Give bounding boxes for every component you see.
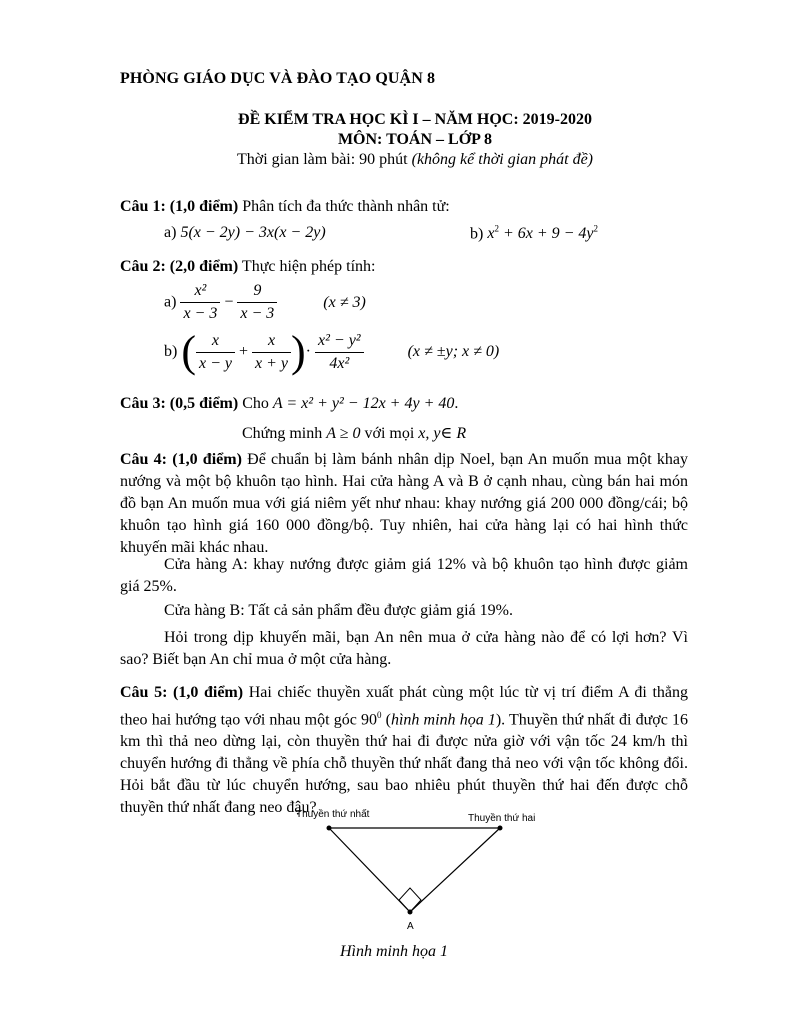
department-heading: PHÒNG GIÁO DỤC VÀ ĐÀO TẠO QUẬN 8 [120, 70, 436, 87]
question-5-text-1: Hai chiếc thuyền xuất phát cùng một lúc từ vị trí điểm A đi thẳng theo hai hướng tạo với nhau một góc 90 [120, 684, 688, 729]
time-text: Thời gian làm bài: 90 phút [236, 151, 412, 168]
question-4-store-b: Cửa hàng B: Tất cả sản phẩm đều được giảm giá 19%. [164, 602, 513, 619]
question-4-question: Hỏi trong dịp khuyến mãi, bạn An nên mua ở cửa hàng nào để có lợi hơn? Vì sao? Biết bạn An chỉ mua ở một cửa hàng. [120, 629, 688, 668]
exam-subject: MÔN: TOÁN – LỚP 8 [337, 131, 493, 148]
question-1a-label: a) [164, 224, 177, 241]
fraction-2a-2-num: 9 [237, 282, 277, 303]
fraction-2a-1-num: x² [180, 282, 220, 303]
fraction-2b-1-den: x − y [198, 354, 232, 372]
prove-prefix: Chứng minh [242, 425, 327, 442]
point-a-label: A [407, 921, 414, 932]
question-3-text: Cho [238, 395, 273, 412]
time-note: (không kể thời gian phát đề) [411, 151, 594, 168]
degree-mark: 0 [376, 710, 382, 720]
question-3-label: Câu 3: (0,5 điểm) [120, 395, 239, 412]
fraction-2b-2-den: x + y [255, 354, 289, 372]
question-4-text: Để chuẩn bị làm bánh nhân dịp Noel, bạn An muốn mua một khay nướng và một bộ khuôn tạo hình. Hai cửa hàng A và B ở cạnh nhau, cùng bán hai món đồ bạn An muốn mua với giá niêm yết như nhau: khay nướng giá 200 000 đồng/cái; bộ khuôn tạo hình giá 160 000 đồng/bộ. Tuy nhiên, hai cửa hàng lại có hai hình thức khuyến mãi khác nhau. [120, 451, 688, 556]
boat-1-label: Thuyền thứ nhất [296, 809, 370, 820]
fraction-2b-2-num: x [252, 332, 291, 353]
question-3-expr: A = x² + y² − 12x + 4y + 40 [272, 395, 455, 412]
question-4-store-a: Cửa hàng A: khay nướng được giảm giá 12% và bộ khuôn tạo hình được giảm giá 25%. [120, 556, 688, 595]
prove-expr: A ≥ 0 [326, 425, 361, 442]
fraction-2a-1-den: x − 3 [183, 305, 218, 322]
question-2-text: Thực hiện phép tính: [238, 258, 376, 275]
question-1b-expr: $x^2 + 6x + 9 - 4y^2$ [487, 224, 599, 243]
question-1b-label: b) [470, 225, 484, 243]
boat-1-point [327, 826, 332, 831]
fraction-2b-1-num: x [196, 332, 235, 353]
exam-title: ĐỀ KIỂM TRA HỌC KÌ I – NĂM HỌC: 2019-2020 [238, 111, 592, 128]
fraction-2b-3-num: x² − y² [315, 332, 364, 353]
question-3-period: . [454, 395, 459, 412]
question-5-text-3: ). Thuyền thứ nhất đi được 16 km thì thả neo dừng lại, còn thuyền thứ hai đi được nửa giờ với vận tốc 24 km/h thì chuyển hướng đi thẳng về phía chỗ thuyền thứ nhất đang thả neo với vận tốc không đổi. Hỏi bắt đầu từ lúc chuyển hướng, sau bao nhiêu phút thuyền thứ hai đến được chỗ thuyền thứ nhất đang neo đậu? [120, 711, 688, 817]
question-2b-condition: (x ≠ ±y; x ≠ 0) [407, 343, 500, 360]
question-2a-label: a) [164, 293, 177, 311]
question-1a-expr: 5(x − 2y) − 3x(x − 2y) [180, 224, 326, 241]
question-1b-expr-x: x [487, 225, 495, 243]
prove-vars: x, y∈ R [418, 425, 467, 442]
prove-suffix: với mọi [360, 425, 419, 442]
question-1b-expr-rest: + 6x + 9 − 4y [498, 225, 594, 243]
boat-2-label: Thuyền thứ hai [468, 813, 536, 824]
question-1-label: Câu 1: (1,0 điểm) [120, 198, 239, 215]
figure-reference: hình minh họa 1 [390, 711, 496, 729]
question-5-label: Câu 5: (1,0 điểm) [120, 684, 244, 701]
question-2-label: Câu 2: (2,0 điểm) [120, 258, 239, 275]
boat-2-point [498, 826, 503, 831]
plus-sign: + [238, 343, 249, 360]
figure-caption: Hình minh họa 1 [340, 943, 448, 960]
question-4-label: Câu 4: (1,0 điểm) [120, 451, 242, 468]
question-2b-label: b) [164, 343, 178, 360]
left-paren: ( [181, 327, 196, 376]
figure-left-edge [329, 828, 410, 912]
minus-sign: − [224, 293, 234, 311]
fraction-2a-2-den: x − 3 [240, 305, 275, 322]
figure-right-edge [410, 828, 500, 912]
question-5-text-2: ( [381, 711, 391, 729]
question-1-text: Phân tích đa thức thành nhân tử: [238, 198, 450, 215]
fraction-2b-3-den: 4x² [329, 354, 350, 372]
right-angle-mark [399, 888, 421, 912]
point-a [408, 910, 413, 915]
dot-sign: · [305, 343, 311, 360]
question-2a-condition: (x ≠ 3) [323, 293, 366, 311]
right-paren: ) [291, 327, 306, 376]
